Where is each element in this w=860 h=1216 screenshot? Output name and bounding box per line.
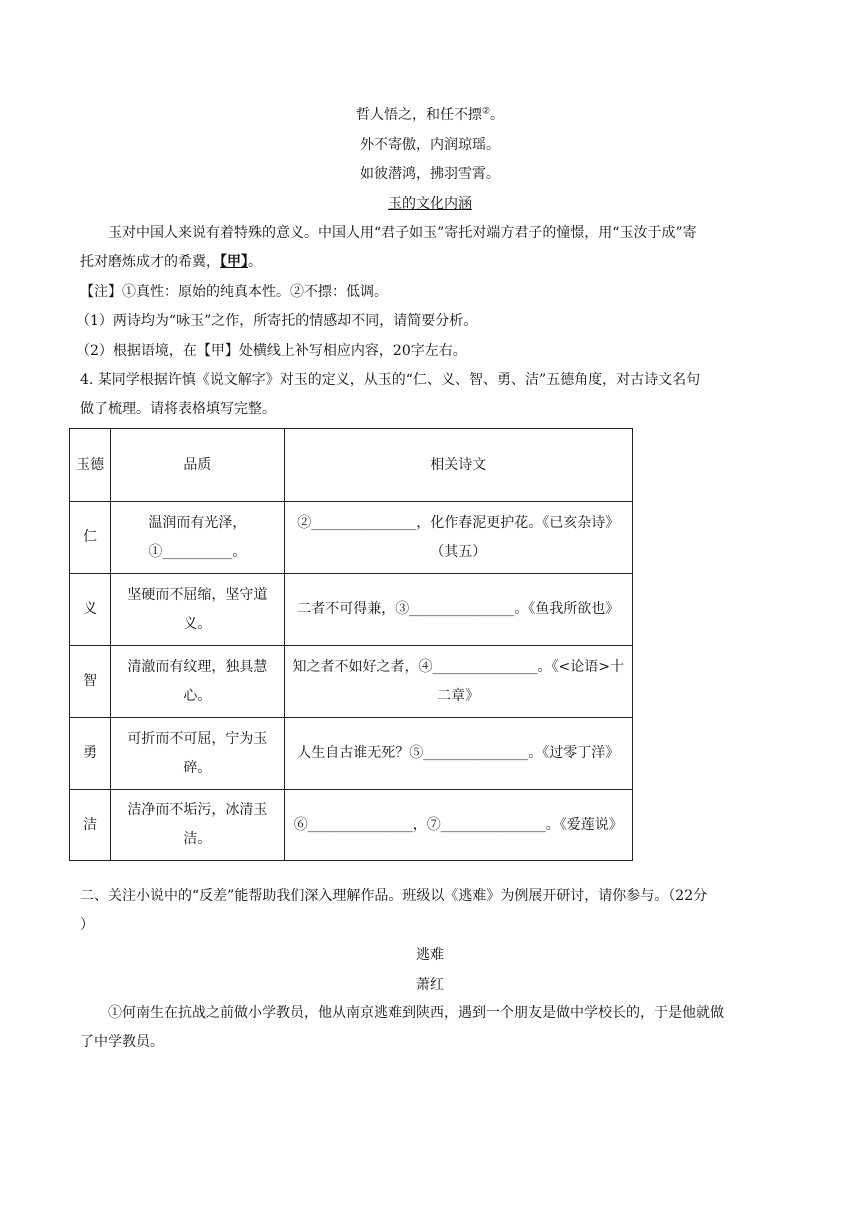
virtue-cell: 勇 <box>70 718 111 790</box>
table-row <box>70 574 633 646</box>
header-virtue: 玉德 <box>70 429 111 502</box>
story-title: 逃难 <box>416 947 444 963</box>
poem-line-1: 哲人悟之，和任不摽②。 <box>355 106 505 123</box>
poetry-cell: 知之者不如好之者，④_______________。《<论语>十二章》 <box>284 646 633 718</box>
quality-cell: 可折而不可屈，宁为玉碎。 <box>111 718 284 790</box>
part-2-line-2: ） <box>80 917 94 933</box>
poetry-cell: ②_______________，化作春泥更护花。《已亥杂诗》（其五） <box>284 502 633 574</box>
virtue-cell: 洁 <box>70 790 111 861</box>
story-paragraph-line-1: ①何南生在抗战之前做小学教员，他从南京逃难到陕西，遇到一个朋友是做中学校长的，于是他就做 <box>108 1005 724 1021</box>
question-4-line-2: 做了梳理。请将表格填写完整。 <box>80 401 276 417</box>
question-1: （1）两诗均为“咏玉”之作，所寄托的情感却不同，请简要分析。 <box>76 313 478 329</box>
quality-cell: 温润而有光泽，①__________。 <box>111 502 284 574</box>
section-title: 玉的文化内涵 <box>388 196 472 212</box>
paragraph-line-1: 玉对中国人来说有着特殊的意义。中国人用“君子如玉”寄托对端方君子的憧憬，用“玉汝于成”寄 <box>108 225 697 241</box>
poetry-cell: 二者不可得兼，③_______________。《鱼我所欲也》 <box>284 574 633 646</box>
story-paragraph-line-2: 了中学教员。 <box>80 1034 164 1050</box>
blank-jia: 【甲】 <box>220 254 248 270</box>
part-2-line-1: 二、关注小说中的“反差”能帮助我们深入理解作品。班级以《逃难》为例展开研讨，请你参与。（22分 <box>80 888 708 904</box>
poetry-cell: 人生自古谁无死？⑤_______________。《过零丁洋》 <box>284 718 633 790</box>
virtue-cell: 义 <box>70 574 111 646</box>
virtue-cell: 智 <box>70 646 111 718</box>
poetry-cell: ⑥_______________，⑦_______________。《爱莲说》 <box>284 790 633 861</box>
quality-cell: 坚硬而不屈缩，坚守道义。 <box>111 574 284 646</box>
table-row <box>70 502 633 574</box>
table-row <box>70 646 633 718</box>
poem-line-2: 外不寄傲，内润琼瑶。 <box>360 137 500 153</box>
note: 【注】①真性：原始的纯真本性。②不摽：低调。 <box>80 284 388 300</box>
virtue-table <box>69 428 633 861</box>
quality-cell: 清澈而有纹理，独具慧心。 <box>111 646 284 718</box>
table-header-row <box>70 429 633 502</box>
paragraph-line-2: 托对磨炼成才的希冀，【甲】。 <box>80 254 262 270</box>
poem-line-3: 如彼潜鸿，拂羽雪霄。 <box>360 166 500 182</box>
question-2: （2）根据语境，在【甲】处横线上补写相应内容，20字左右。 <box>76 343 467 359</box>
header-poetry: 相关诗文 <box>284 429 633 502</box>
question-4-line-1: 4. 某同学根据许慎《说文解字》对玉的定义，从玉的“仁、义、智、勇、洁”五德角度，对古诗文名句 <box>80 372 701 388</box>
header-quality: 品质 <box>111 429 284 502</box>
virtue-cell: 仁 <box>70 502 111 574</box>
quality-cell: 洁净而不垢污，冰清玉洁。 <box>111 790 284 861</box>
table-row <box>70 718 633 790</box>
story-author: 萧红 <box>416 977 444 993</box>
table-row <box>70 790 633 861</box>
